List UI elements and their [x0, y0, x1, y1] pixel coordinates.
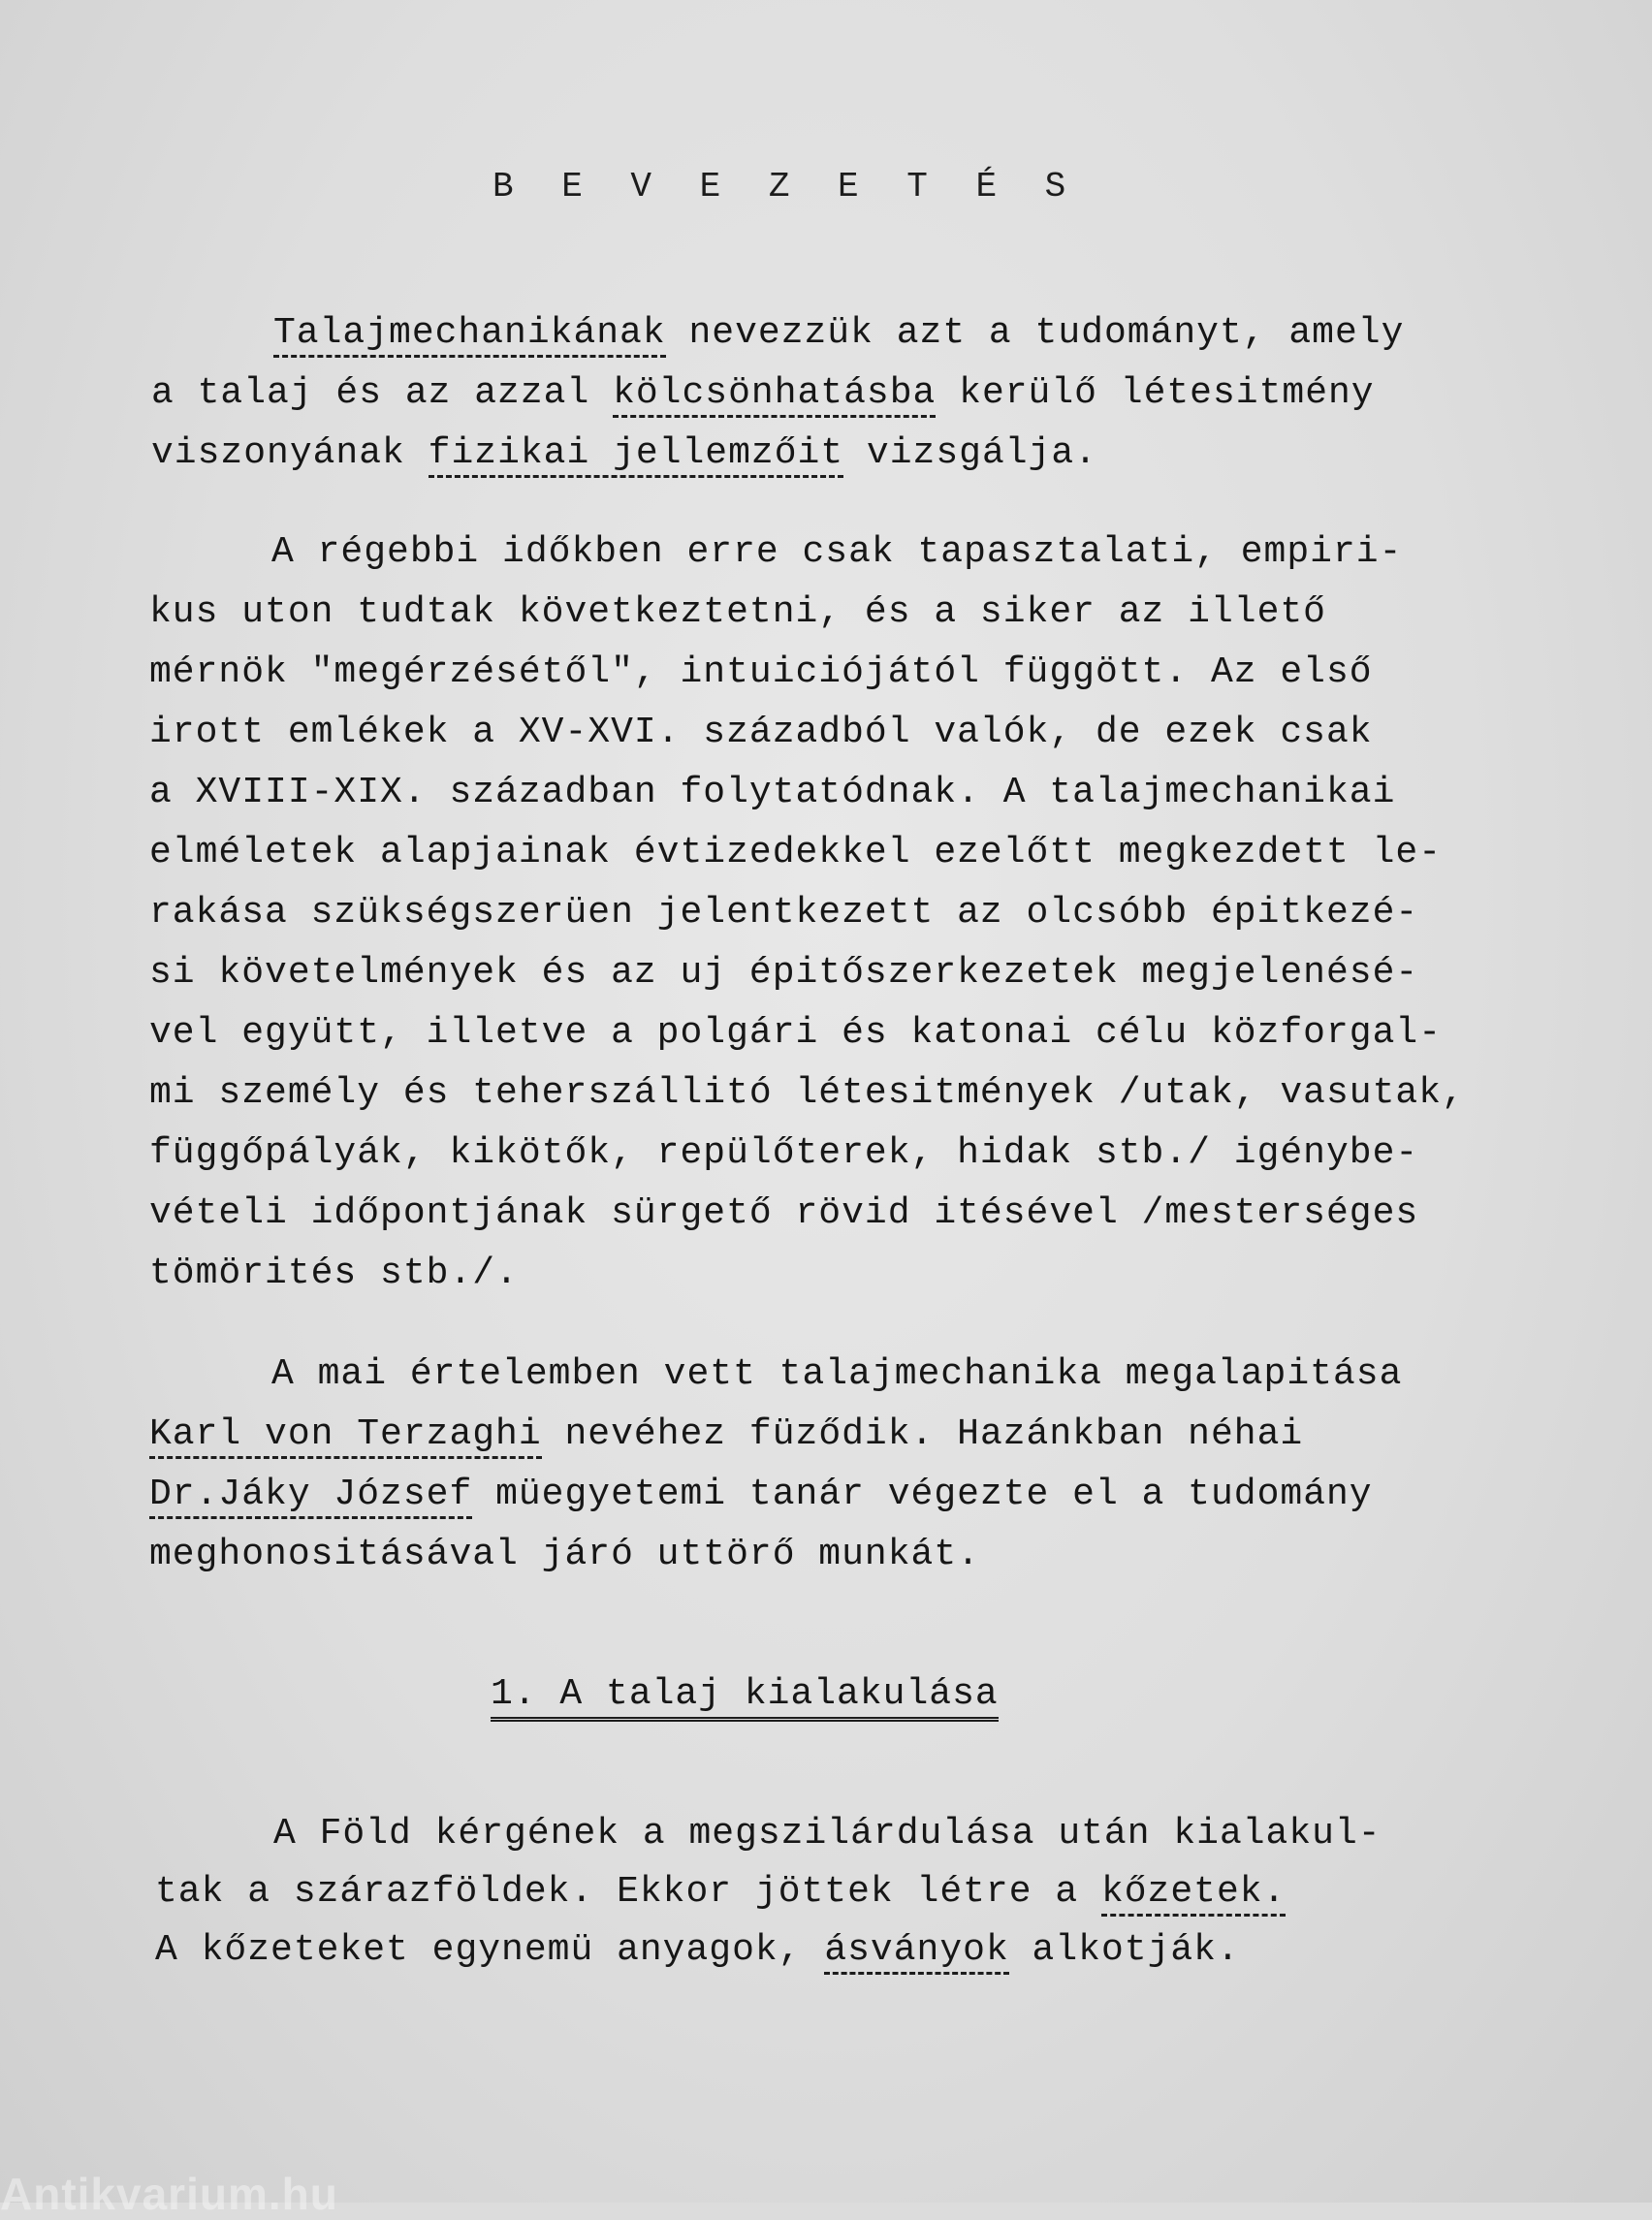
paragraph-3-line-2: Karl von Terzaghi nevéhez füződik. Hazánkban néhai [149, 1413, 1303, 1455]
paragraph-3-line-3: Dr.Jáky József müegyetemi tanár végezte el a tudomány [149, 1474, 1373, 1515]
paragraph-2-line-12: vételi időpontjának sürgető rövid itésével /mesterséges [149, 1192, 1419, 1234]
paragraph-2-line-10: mi személy és teherszállitó létesitmények /utak, vasutak, [149, 1072, 1465, 1114]
paragraph-1-line-2: a talaj és az azzal kölcsönhatásba kerülő létesitmény [151, 372, 1375, 414]
underlined-name: Karl von Terzaghi [149, 1413, 542, 1459]
paragraph-4-line-2: tak a szárazföldek. Ekkor jöttek létre a kőzetek. [155, 1871, 1286, 1913]
paragraph-2-line-8: si követelmények és az uj épitőszerkezetek megjelenésé- [149, 952, 1419, 994]
paragraph-2-line-3: mérnök "megérzésétől", intuiciójától függött. Az első [149, 651, 1373, 693]
underlined-term: kölcsönhatásba [613, 372, 936, 418]
section-title: 1. A talaj kialakulása [491, 1673, 999, 1715]
paragraph-3-line-1: A mai értelemben vett talajmechanika megalapitása [271, 1353, 1403, 1395]
paragraph-4-line-3: A kőzeteket egynemü anyagok, ásványok alkotják. [155, 1929, 1240, 1971]
paragraph-2-line-5: a XVIII-XIX. században folytatódnak. A talajmechanikai [149, 772, 1396, 813]
paragraph-1-line-1: Talajmechanikának nevezzük azt a tudományt, amely [273, 312, 1404, 354]
underlined-term: Talajmechanikának [273, 312, 666, 358]
paragraph-2-line-9: vel együtt, illetve a polgári és katonai célu közforgal- [149, 1012, 1443, 1054]
paragraph-1-line-3: viszonyának fizikai jellemzőit vizsgálja. [151, 432, 1097, 474]
underlined-name: Dr.Jáky József [149, 1474, 472, 1519]
underlined-term: ásványok [824, 1929, 1008, 1975]
paragraph-2-line-6: elméletek alapjainak évtizedekkel ezelőtt megkezdett le- [149, 832, 1443, 873]
underlined-term: kőzetek. [1101, 1871, 1286, 1917]
paragraph-2-line-13: tömörités stb./. [149, 1253, 519, 1294]
paragraph-2-line-11: függőpályák, kikötők, repülőterek, hidak stb./ igénybe- [149, 1132, 1419, 1174]
watermark: Antikvarium.hu [0, 2169, 338, 2219]
paragraph-2-line-7: rakása szükségszerüen jelentkezett az olcsóbb épitkezé- [149, 892, 1419, 934]
paragraph-3-line-4: meghonositásával járó uttörő munkát. [149, 1534, 980, 1575]
paragraph-2-line-2: kus uton tudtak következtetni, és a siker az illető [149, 591, 1326, 633]
page-heading: B E V E Z E T É S [492, 167, 1080, 206]
paragraph-2-line-1: A régebbi időkben erre csak tapasztalati, empiri- [271, 531, 1403, 573]
paragraph-4-line-1: A Föld kérgének a megszilárdulása után kialakul- [273, 1813, 1382, 1855]
paragraph-2-line-4: irott emlékek a XV-XVI. századból valók, de ezek csak [149, 712, 1373, 753]
underlined-term: fizikai jellemzőit [429, 432, 843, 478]
